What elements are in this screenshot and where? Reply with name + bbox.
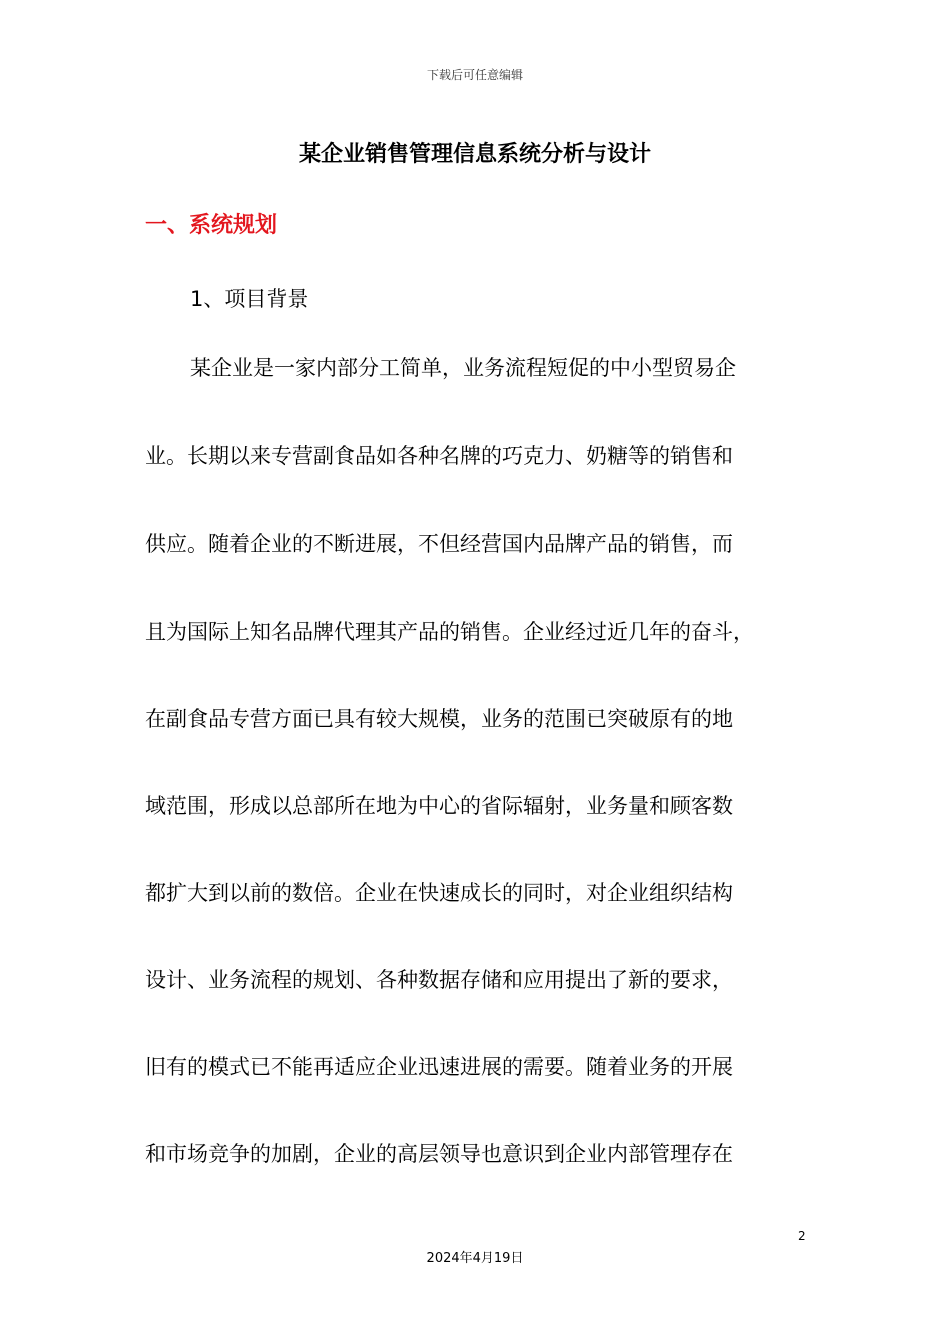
paragraph-line: 在副食品专营方面已具有较大规模，业务的范围已突破原有的地: [145, 707, 733, 731]
paragraph-line: 旧有的模式已不能再适应企业迅速进展的需要。随着业务的开展: [145, 1055, 733, 1079]
paragraph-line: 且为国际上知名品牌代理其产品的销售。企业经过近几年的奋斗，: [145, 620, 754, 644]
section-heading: 一、系统规划: [145, 213, 278, 238]
paragraph-line: 设计、业务流程的规划、各种数据存储和应用提出了新的要求，: [145, 968, 733, 992]
paragraph-line: 业。长期以来专营副食品如各种名牌的巧克力、奶糖等的销售和: [145, 444, 733, 468]
document-title: 某企业销售管理信息系统分析与设计: [298, 142, 651, 167]
footer-date: 2024年4月19日: [426, 1251, 524, 1266]
subheading: 1、项目背景: [190, 287, 309, 311]
paragraph-line: 某企业是一家内部分工简单，业务流程短促的中小型贸易企: [190, 356, 736, 380]
paragraph-line: 和市场竞争的加剧，企业的高层领导也意识到企业内部管理存在: [145, 1142, 733, 1166]
paragraph-line: 域范围，形成以总部所在地为中心的省际辐射，业务量和顾客数: [145, 794, 733, 818]
header-note: 下载后可任意编辑: [426, 68, 523, 82]
paragraph-line: 供应。随着企业的不断进展，不但经营国内品牌产品的销售，而: [145, 532, 733, 556]
paragraph-line: 都扩大到以前的数倍。企业在快速成长的同时，对企业组织结构: [145, 881, 733, 905]
page-number: 2: [798, 1229, 806, 1243]
